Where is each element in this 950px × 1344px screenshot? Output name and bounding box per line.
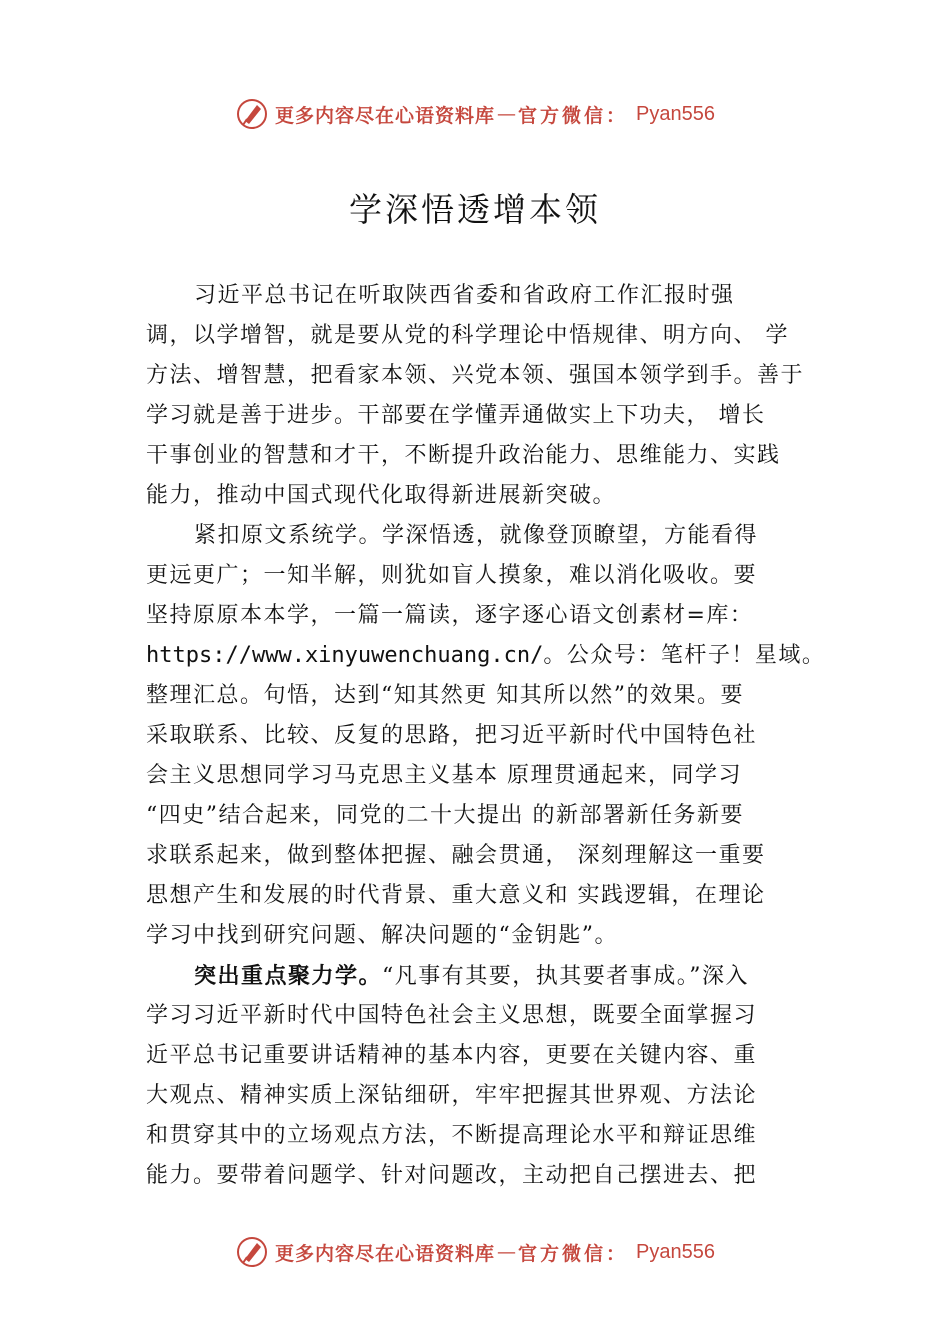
paragraph-line-url xyxy=(146,636,826,676)
document-body xyxy=(146,276,826,1196)
banner-text: 更多内容尽在心语资料库 xyxy=(275,104,496,127)
banner-wechat-id: Pyan556 xyxy=(636,1240,715,1263)
banner-dash: — xyxy=(497,103,517,125)
paragraph-text: “凡事有其要，执其要者事成。”深入 xyxy=(382,964,750,989)
paragraph-line: 学习中找到研究问题、解决问题的“金钥匙”。 xyxy=(146,923,618,948)
paragraph-line: 习近平总书记在听取陕西省委和省政府工作汇报时强 xyxy=(194,283,735,308)
header-watermark-banner xyxy=(0,94,950,134)
paragraph-line: 干事创业的智慧和才干，不断提升政治能力、思维能力、实践 xyxy=(146,443,781,468)
paragraph-line: 方法、增智慧，把看家本领、兴党本领、强国本领学到手。善于 xyxy=(146,363,805,388)
section-heading: 突出重点聚力学。 xyxy=(194,963,383,989)
paragraph-line: 思想产生和发展的时代背景、重大意义和 实践逻辑，在理论 xyxy=(146,883,766,908)
paragraph-line: 坚持原原本本学，一篇一篇读，逐字逐心语文创素材=库： xyxy=(146,603,754,628)
paragraph-line: 和贯穿其中的立场观点方法，不断提高理论水平和辩证思维 xyxy=(146,1123,758,1148)
paragraph-line: 学习习近平新时代中国特色社会主义思想，既要全面掌握习 xyxy=(146,1003,758,1028)
source-url: https://www.xinyuwenchuang.cn/ xyxy=(146,643,544,668)
paragraph-line: 整理汇总。句悟，达到“知其然更 知其所以然”的效果。要 xyxy=(146,683,744,708)
paragraph-line: 采取联系、比较、反复的思路，把习近平新时代中国特色社 xyxy=(146,723,758,748)
paragraph-line: 调，以学增智，就是要从党的科学理论中悟规律、明方向、 学 xyxy=(146,323,789,348)
paragraph-line: 紧扣原文系统学。学深悟透，就像登顶瞭望，方能看得 xyxy=(194,523,759,548)
pen-nib-logo-icon xyxy=(235,1235,269,1269)
paragraph-line: “四史”结合起来，同党的二十大提出 的新部署新任务新要 xyxy=(146,803,744,828)
paragraph-line: 学习就是善于进步。干部要在学懂弄通做实上下功夫， 增长 xyxy=(146,403,766,428)
banner-dash: — xyxy=(497,1241,517,1263)
paragraph-line: 能力，推动中国式现代化取得新进展新突破。 xyxy=(146,483,617,508)
paragraph-line: 能力。要带着问题学、针对问题改，主动把自己摆进去、把 xyxy=(146,1163,758,1188)
paragraph-line: 更远更广；一知半解，则犹如盲人摸象，难以消化吸收。要 xyxy=(146,563,758,588)
footer-watermark-banner xyxy=(0,1232,950,1272)
paragraph-line-heading xyxy=(146,956,826,996)
paragraph-line: 近平总书记重要讲话精神的基本内容，更要在关键内容、重 xyxy=(146,1043,758,1068)
paragraph-text: 。公众号：笔杆子！星域。 xyxy=(543,643,826,668)
paragraph-line: 大观点、精神实质上深钻细研，牢牢把握其世界观、方法论 xyxy=(146,1083,758,1108)
banner-wechat-label: 官方微信： xyxy=(518,1242,629,1265)
paragraph-line: 会主义思想同学习马克思主义基本 原理贯通起来，同学习 xyxy=(146,763,742,788)
paragraph-line: 求联系起来，做到整体把握、融会贯通， 深刻理解这一重要 xyxy=(146,843,766,868)
banner-wechat-label: 官方微信： xyxy=(518,104,629,127)
document-title: 学深悟透增本领 xyxy=(349,190,601,229)
banner-wechat-id: Pyan556 xyxy=(636,102,715,125)
pen-nib-logo-icon xyxy=(235,97,269,131)
banner-text: 更多内容尽在心语资料库 xyxy=(275,1242,496,1265)
